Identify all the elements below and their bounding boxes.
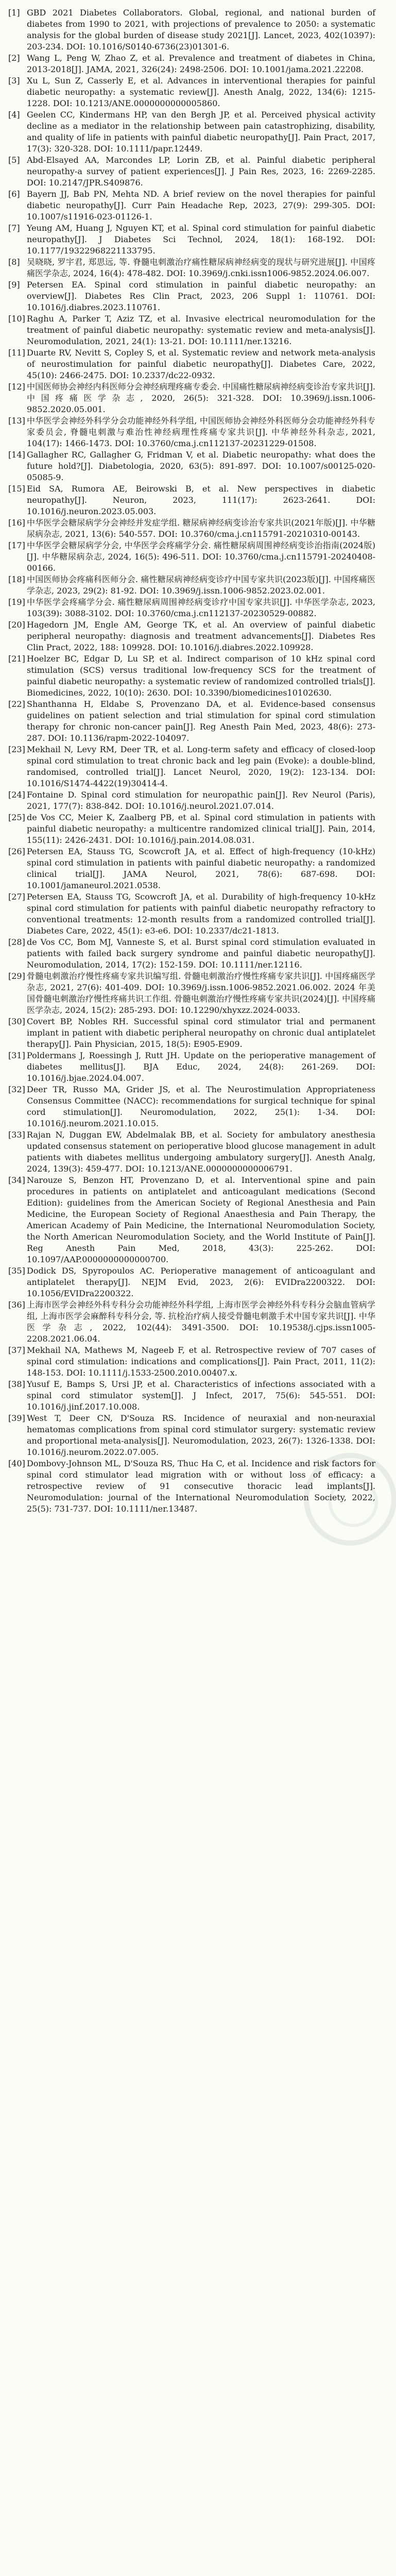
reference-item <box>0 1413 396 1458</box>
reference-number: [3] <box>8 76 20 86</box>
reference-number: [37] <box>8 1345 25 1355</box>
reference-item <box>0 971 396 1016</box>
reference-text: Xu L, Sun Z, Casserly E, et al. Advances in interventional therapies for painful diabetic neuropathy: a systematic review[J]. Anesth Analg, 2022, 134(6): 1215-1228. DOI: 10.1213/ANE.0000000000005860. <box>27 76 375 108</box>
reference-item <box>0 223 396 257</box>
reference-item <box>0 574 396 597</box>
reference-item <box>0 483 396 517</box>
reference-number: [35] <box>8 1266 25 1276</box>
reference-number: [5] <box>8 155 20 165</box>
reference-item <box>0 257 396 279</box>
reference-text: Petersen EA, Stauss TG, Scowcroft JA, et al. Durability of high-frequency 10-kHz spinal cord stimulation for patients with painful diabetic neuropathy refractory to conventional treatments: 12-month results from a randomized controlled trial[J]. Diabetes Care, 2022, 45(1): e3-e6. DOI: 10.2337/dc21-1813. <box>27 892 375 936</box>
reference-item <box>0 1016 396 1050</box>
reference-number: [14] <box>8 450 25 460</box>
reference-text: Abd-Elsayed AA, Marcondes LP, Lorin ZB, et al. Painful diabetic peripheral neuropathy-a survey of patient experiences[J]. J Pain Res, 2023, 16: 2269-2285. DOI: 10.2147/JPR.S409876. <box>27 155 375 188</box>
reference-number: [2] <box>8 53 20 63</box>
reference-text: Dombovy-Johnson ML, D'Souza RS, Thuc Ha C, et al. Incidence and risk factors for spinal cord stimulator lead migration with or without loss of efficacy: a retrospective review of 91 consecutive thoracic lead implants[J]. Neuromodulation: journal of the International Neuromodulation Society, 2022, 25(5): 731-737. DOI: 10.1111/ner.13487. <box>27 1459 375 1514</box>
reference-number: [16] <box>8 518 25 528</box>
reference-number: [30] <box>8 1016 25 1026</box>
reference-text: GBD 2021 Diabetes Collaborators. Global, regional, and national burden of diabetes from 1990 to 2021, with projections of prevalence to 2050: a systematic analysis for the global burden of disease study 2021[J]. Lancet, 2023, 402(10397): 203-234. DOI: 10.1016/S0140-6736(23)01301-6. <box>27 8 375 52</box>
reference-item <box>0 937 396 971</box>
reference-item <box>0 189 396 223</box>
reference-number: [8] <box>8 257 20 267</box>
reference-item <box>0 846 396 891</box>
reference-number: [32] <box>8 1084 25 1094</box>
reference-text: Eid SA, Rumora AE, Beirowski B, et al. New perspectives in diabetic neuropathy[J]. Neuron, 2023, 111(17): 2623-2641. DOI: 10.1016/j.neuron.2023.05.003. <box>27 484 375 516</box>
reference-number: [18] <box>8 574 25 584</box>
reference-text: Duarte RV, Nevitt S, Copley S, et al. Systematic review and network meta-analysis of neurostimulation for painful diabetic neuropathy[J]. Diabetes Care, 2022, 45(10): 2466-2475. DOI: 10.2337/dc22-0932. <box>27 348 375 380</box>
reference-item <box>0 313 396 347</box>
reference-text: Shanthanna H, Eldabe S, Provenzano DA, et al. Evidence-based consensus guidelines on patient selection and trial stimulation for spinal cord stimulation therapy for chronic non-cancer pain[J]. Reg Anesth Pain Med, 2023, 48(6): 273-287. DOI: 10.1136/rapm-2022-104097. <box>27 699 375 743</box>
reference-item <box>0 1129 396 1175</box>
reference-text: Deer TR, Russo MA, Grider JS, et al. The Neurostimulation Appropriateness Consensus Committee (NACC): recommendations for surgical technique for spinal cord stimulation[J]. Neuromodulation, 2022, 25(1): 1-34. DOI: 10.1016/j.neurom.2021.10.015. <box>27 1084 375 1128</box>
reference-text: Covert BP, Nobles RH. Successful spinal cord stimulator trial and permanent implant in patient with diabetic peripheral neuropathy on chronic dual antiplatelet therapy[J]. Pain Physician, 2015, 18(5): E905-E909. <box>27 1016 375 1049</box>
reference-item <box>0 1299 396 1345</box>
reference-text: Raghu A, Parker T, Aziz TZ, et al. Invasive electrical neuromodulation for the treatment of painful diabetic neuropathy: systematic review and meta-analysis[J]. Neuromodulation, 2021, 24(1): 13-21. DOI: 10.1111/ner.13216. <box>27 314 375 346</box>
reference-number: [21] <box>8 654 25 664</box>
reference-number: [33] <box>8 1130 25 1140</box>
reference-number: [24] <box>8 790 25 800</box>
reference-number: [36] <box>8 1300 25 1310</box>
reference-item <box>0 812 396 846</box>
reference-item <box>0 744 396 789</box>
reference-text: 中国医师协会神经内科医师分会神经病理疼痛专委会. 中国痛性糖尿病神经病变诊治专家共识[J]. 中国疼痛医学杂志, 2020, 26(5): 321-328. DOI: 10.3969/j.issn.1006-9852.2020.05.001. <box>27 382 375 414</box>
reference-text: Mekhail N, Levy RM, Deer TR, et al. Long-term safety and efficacy of closed-loop spinal cord stimulation to treat chronic back and leg pain (Evoke): a double-blind, randomised, controlled trial[J]. Lancet Neurol, 2020, 19(2): 123-134. DOI: 10.1016/S1474-4422(19)30414-4. <box>27 744 375 788</box>
reference-text: 上海市医学会神经外科专科分会功能神经外科学组, 上海市医学会神经外科专科分会脑血管病学组, 上海市医学会麻醉科专科分会, 等. 抗栓治疗病人接受骨髓电刺激手术中国专家共识[J]. 中华医学杂志, 2022, 102(44): 3491-3500. DOI: 10.19538/j.cjps.issn1005-2208.2021.06.04. <box>27 1300 375 1344</box>
reference-text: Geelen CC, Kindermans HP, van den Bergh JP, et al. Perceived physical activity decline as a mediator in the relationship between pain catastrophizing, disability, and quality of life in patients with painful diabetic neuropathy[J]. Pain Pract, 2017, 17(3): 320-328. DOI: 10.1111/papr.12449. <box>27 110 375 154</box>
reference-number: [20] <box>8 620 25 630</box>
reference-text: Rajan N, Duggan EW, Abdelmalak BB, et al. Society for ambulatory anesthesia updated consensus statement on perioperative blood glucose management in adult patients with diabetes mellitus undergoing ambulatory surgery[J]. Anesth Analg, 2024, 139(3): 459-477. DOI: 10.1213/ANE.0000000000006791. <box>27 1130 375 1174</box>
reference-number: [10] <box>8 314 25 324</box>
reference-text: 中华医学会糖尿病学分会神经并发症学组. 糖尿病神经病变诊治专家共识(2021年版)[J]. 中华糖尿病杂志, 2021, 13(6): 540-557. DOI: 10.3760/cma.j.cn115791-20210310-00143. <box>27 518 375 539</box>
reference-text: 吴晓晓, 罗宇君, 郑思远, 等. 脊髓电刺激治疗痛性糖尿病神经病变的现状与研究进展[J]. 中国疼痛医学杂志, 2024, 16(4): 478-482. DOI: 10.3969/j.cnki.issn1006-9852.2024.06.007. <box>27 257 375 278</box>
reference-text: Gallagher RC, Gallagher G, Fridman V, et al. Diabetic neuropathy: what does the future hold?[J]. Diabetologia, 2020, 63(5): 891-897. DOI: 10.1007/s00125-020-05085-9. <box>27 450 375 482</box>
reference-number: [40] <box>8 1459 25 1468</box>
reference-item <box>0 155 396 189</box>
reference-number: [28] <box>8 937 25 947</box>
reference-item <box>0 619 396 653</box>
reference-item <box>0 517 396 540</box>
reference-number: [39] <box>8 1413 25 1423</box>
reference-text: 中华医学会糖尿病学分会, 中华医学会疼痛学分会. 痛性糖尿病周围神经病变诊治指南(2024版)[J]. 中华糖尿病杂志, 2024, 16(5): 496-511. DOI: 10.3760/cma.j.cn115791-20240408-00166. <box>27 540 375 573</box>
reference-number: [17] <box>8 540 25 550</box>
reference-text: 骨髓电刺激治疗慢性疼痛专家共识编写组. 骨髓电刺激治疗慢性疼痛专家共识[J]. 中国疼痛医学杂志, 2021, 27(6): 401-409. DOI: 10.3969/j.issn.1006-9852.2021.06.002. 2024 年美国骨髓电刺激治疗慢性疼痛共识工作组. 骨髓电刺激治疗慢性疼痛专家共识(2024)[J]. 中国疼痛医学杂志, 2024, 15(2): 285-293. DOI: 10.12290/xhyxzz.2024-0033. <box>27 971 375 1015</box>
reference-number: [9] <box>8 280 20 290</box>
reference-item <box>0 1084 396 1129</box>
reference-item <box>0 75 396 109</box>
reference-item <box>0 789 396 812</box>
reference-text: Bayern JJ, Bab PN, Mehta ND. A brief review on the novel therapies for painful diabetic neuropathy[J]. Curr Pain Headache Rep, 2023, 27(9): 299-305. DOI: 10.1007/s11916-023-01126-1. <box>27 189 375 222</box>
reference-text: Narouze S, Benzon HT, Provenzano D, et al. Interventional spine and pain procedures in patients on antiplatelet and anticoagulant medications (Second Edition): guidelines from the American Society of Regional Anesthesia and Pain Medicine, the European Society of Regional Anaesthesia and Pain Therapy, the American Academy of Pain Medicine, the International Neuromodulation Society, the North American Neuromodulation Society, and the World Institute of Pain[J]. Reg Anesth Pain Med, 2018, 43(3): 225-262. DOI: 10.1097/AAP.0000000000000700. <box>27 1175 375 1264</box>
reference-item <box>0 449 396 483</box>
reference-number: [25] <box>8 812 25 822</box>
reference-text: Yeung AM, Huang J, Nguyen KT, et al. Spinal cord stimulation for painful diabetic neuropathy[J]. J Diabetes Sci Technol, 2024, 18(1): 168-192. DOI: 10.1177/19322968221133795. <box>27 223 375 256</box>
reference-text: de Vos CC, Bom MJ, Vanneste S, et al. Burst spinal cord stimulation evaluated in patients with failed back surgery syndrome and painful diabetic neuropathy[J]. Neuromodulation, 2014, 17(2): 152-159. DOI: 10.1111/ner.12116. <box>27 937 375 970</box>
reference-text: de Vos CC, Meier K, Zaalberg PB, et al. Spinal cord stimulation in patients with painful diabetic neuropathy: a multicentre randomized clinical trial[J]. Pain, 2014, 155(11): 2426-2431. DOI: 10.1016/j.pain.2014.08.031. <box>27 812 375 845</box>
reference-number: [34] <box>8 1175 25 1185</box>
reference-number: [26] <box>8 846 25 856</box>
reference-item <box>0 1265 396 1299</box>
reference-number: [29] <box>8 971 25 981</box>
reference-text: West T, Deer CN, D'Souza RS. Incidence of neuraxial and non-neuraxial hematomas complications from spinal cord stimulator surgery: systematic review and proportional meta-analysis[J]. Neuromodulation, 2023, 26(7): 1326-1338. DOI: 10.1016/j.neurom.2022.07.005. <box>27 1413 375 1457</box>
reference-text: Wang L, Peng W, Zhao Z, et al. Prevalence and treatment of diabetes in China, 2013-2018[J]. JAMA, 2021, 326(24): 2498-2506. DOI: 10.1001/jama.2021.22208. <box>27 53 375 74</box>
reference-number: [31] <box>8 1050 25 1060</box>
reference-number: [11] <box>8 348 25 358</box>
reference-item <box>0 540 396 574</box>
reference-text: 中华医学会神经外科学分会功能神经外科学组, 中国医师协会神经外科医师分会功能神经外科专家委员会, 脊髓电刺激与难治性神经病理性疼痛专家共识[J]. 中华神经外科杂志, 2021, 104(17): 1466-1473. DOI: 10.3760/cma.j.cn112137-20231229-01508. <box>27 416 375 448</box>
reference-item <box>0 1050 396 1084</box>
reference-item <box>0 891 396 937</box>
reference-item <box>0 653 396 699</box>
reference-number: [22] <box>8 699 25 709</box>
reference-item <box>0 381 396 415</box>
reference-number: [1] <box>8 8 20 18</box>
reference-text: 中国医师协会疼痛科医师分会. 痛性糖尿病神经病变诊疗中国专家共识(2023版)[J]. 中国疼痛医学杂志, 2023, 29(2): 81-92. DOI: 10.3969/j.issn.1006-9852.2023.02.001. <box>27 574 375 596</box>
reference-item <box>0 1379 396 1413</box>
reference-text: Yusuf E, Bamps S, Ursi JP, et al. Characteristics of infections associated with a spinal cord stimulator system[J]. J Infect, 2017, 75(6): 545-551. DOI: 10.1016/j.jinf.2017.10.008. <box>27 1379 375 1412</box>
reference-number: [38] <box>8 1379 25 1389</box>
reference-item <box>0 1345 396 1379</box>
reference-text: 中华医学会疼痛学分会. 痛性糖尿病周围神经病变诊疗中国专家共识[J]. 中华医学杂志, 2023, 103(39): 3088-3102. DOI: 10.3760/cma.j.cn112137-20230529-00882. <box>27 597 375 618</box>
reference-item <box>0 1175 396 1265</box>
reference-text: Mekhail NA, Mathews M, Nageeb F, et al. Retrospective review of 707 cases of spinal cord stimulation: indications and complications[J]. Pain Pract, 2011, 11(2): 148-153. DOI: 10.1111/j.1533-2500.2010.00407.x. <box>27 1345 375 1378</box>
reference-item <box>0 279 396 313</box>
reference-number: [4] <box>8 110 20 120</box>
reference-number: [7] <box>8 223 20 233</box>
reference-text: Fontaine D. Spinal cord stimulation for neuropathic pain[J]. Rev Neurol (Paris), 2021, 177(7): 838-842. DOI: 10.1016/j.neurol.2021.07.014. <box>27 790 375 811</box>
reference-item <box>0 53 396 75</box>
reference-item <box>0 597 396 619</box>
reference-number: [6] <box>8 189 20 199</box>
reference-item <box>0 699 396 744</box>
reference-number: [23] <box>8 744 25 754</box>
reference-item <box>0 347 396 381</box>
reference-text: Dodick DS, Spyropoulos AC. Perioperative management of anticoagulant and antiplatelet therapy[J]. NEJM Evid, 2023, 2(6): EVIDra2200322. DOI: 10.1056/EVIDra2200322. <box>27 1266 375 1298</box>
reference-number: [15] <box>8 484 25 494</box>
reference-text: Hagedorn JM, Engle AM, George TK, et al. An overview of painful diabetic peripheral neuropathy: diagnosis and treatment advancements[J]. Diabetes Res Clin Pract, 2022, 188: 109928. DOI: 10.1016/j.diabres.2022.109928. <box>27 620 375 652</box>
reference-number: [27] <box>8 892 25 902</box>
reference-text: Petersen EA, Stauss TG, Scowcroft JA, et al. Effect of high-frequency (10-kHz) spinal cord stimulation in patients with painful diabetic neuropathy: a randomized clinical trial[J]. JAMA Neurol, 2021, 78(6): 687-698. DOI: 10.1001/jamaneurol.2021.0538. <box>27 846 375 890</box>
reference-list <box>0 7 396 1515</box>
reference-item <box>0 415 396 449</box>
reference-text: Petersen EA. Spinal cord stimulation in painful diabetic neuropathy: an overview[J]. Diabetes Res Clin Pract, 2023, 206 Suppl 1: 110761. DOI: 10.1016/j.diabres.2023.110761. <box>27 280 375 312</box>
reference-number: [19] <box>8 597 25 607</box>
reference-item <box>0 1458 396 1515</box>
reference-text: Hoelzer BC, Edgar D, Lu SP, et al. Indirect comparison of 10 kHz spinal cord stimulation (SCS) versus traditional low-frequency SCS for the treatment of painful diabetic neuropathy: a systematic review of randomized controlled trials[J]. Biomedicines, 2022, 10(10): 2630. DOI: 10.3390/biomedicines10102630. <box>27 654 375 698</box>
reference-item <box>0 7 396 53</box>
reference-number: [13] <box>8 416 25 426</box>
reference-number: [12] <box>8 382 25 392</box>
reference-text: Poldermans J, Roessingh J, Rutt JH. Update on the perioperative management of diabetes mellitus[J]. BJA Educ, 2024, 24(8): 261-269. DOI: 10.1016/j.bjae.2024.04.007. <box>27 1050 375 1083</box>
reference-item <box>0 109 396 155</box>
